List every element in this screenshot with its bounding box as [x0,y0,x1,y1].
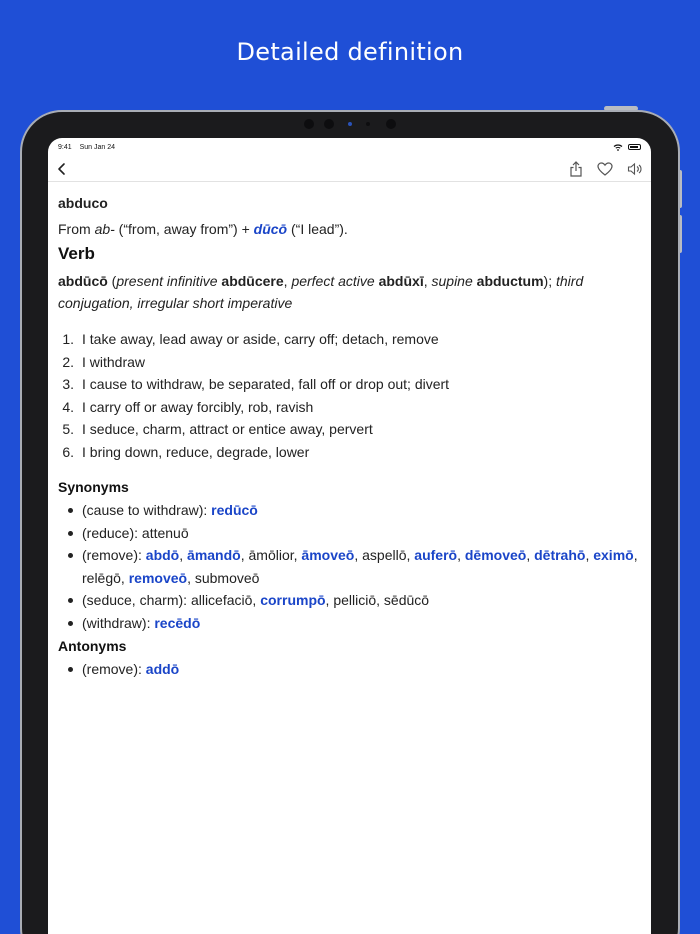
word-link[interactable]: āmandō [187,547,241,563]
list-item: (reduce): attenuō [58,522,641,545]
word-link[interactable]: removeō [128,569,188,586]
word-link[interactable]: recēdō [154,614,201,631]
list-item: (remove): addō [58,658,641,681]
synonyms-heading: Synonyms [58,479,129,495]
list-item: 5. I seduce, charm, attract or entice away, pervert [62,421,373,437]
share-icon[interactable] [569,161,583,177]
list-item: (seduce, charm): allicefaciō, corrumpō, pelliciō, sēdūcō [58,589,641,612]
part-of-speech: Verb [58,244,95,263]
status-bar [48,138,651,156]
word-link[interactable]: dētrahō [534,547,586,563]
word-link[interactable]: redūcō [211,502,258,518]
antonyms-heading: Antonyms [58,638,127,654]
list-item: (withdraw): recēdō [58,612,641,635]
list-item: (remove): abdō, āmandō, āmōlior, āmoveō, aspellō, auferō, dēmoveō, dētrahō, eximō, relēgō, removeō, submoveō [58,544,641,589]
word-link[interactable]: eximō [593,547,634,563]
page-headline: Detailed definition [236,38,464,66]
camera-bar [302,117,402,131]
word-link[interactable]: abdō [145,547,180,563]
entry-word: abduco [58,195,108,211]
sense-list [58,328,641,463]
definition-content [48,182,651,681]
word-link[interactable]: corrumpō [260,592,326,608]
status-time: 9:41 [58,143,72,151]
battery-icon [628,144,641,150]
word-link[interactable]: auferō [414,547,458,563]
list-item: 3. I cause to withdraw, be separated, fall off or drop out; divert [62,376,450,392]
toolbar [48,156,651,182]
word-link[interactable]: addō [145,661,180,677]
headword-forms: abdūcō (present infinitive abdūcere, perfect active abdūxī, supine abductum); third conjugation, irregular short imperative [58,273,584,311]
list-item: (cause to withdraw): redūcō [58,499,641,522]
etymology: From ab- (“from, away from”) + dūcō (“I lead”). [58,221,348,237]
antonym-list [58,658,641,681]
list-item: 6. I bring down, reduce, degrade, lower [62,443,310,460]
list-item: 2. I withdraw [62,353,146,370]
word-link[interactable]: dēmoveō [464,547,527,563]
back-chevron-icon[interactable] [56,162,68,176]
app-screen [48,138,651,934]
status-date: Sun Jan 24 [79,143,115,151]
wifi-icon [613,144,623,151]
speaker-icon[interactable] [627,162,643,176]
heart-icon[interactable] [597,162,613,176]
word-link[interactable]: āmoveō [301,547,355,563]
etymology-link-duco[interactable]: dūcō [253,221,288,237]
synonym-list [58,499,641,634]
list-item: 4. I carry off or away forcibly, rob, ravish [62,398,314,415]
list-item: 1. I take away, lead away or aside, carry off; detach, remove [62,331,439,347]
